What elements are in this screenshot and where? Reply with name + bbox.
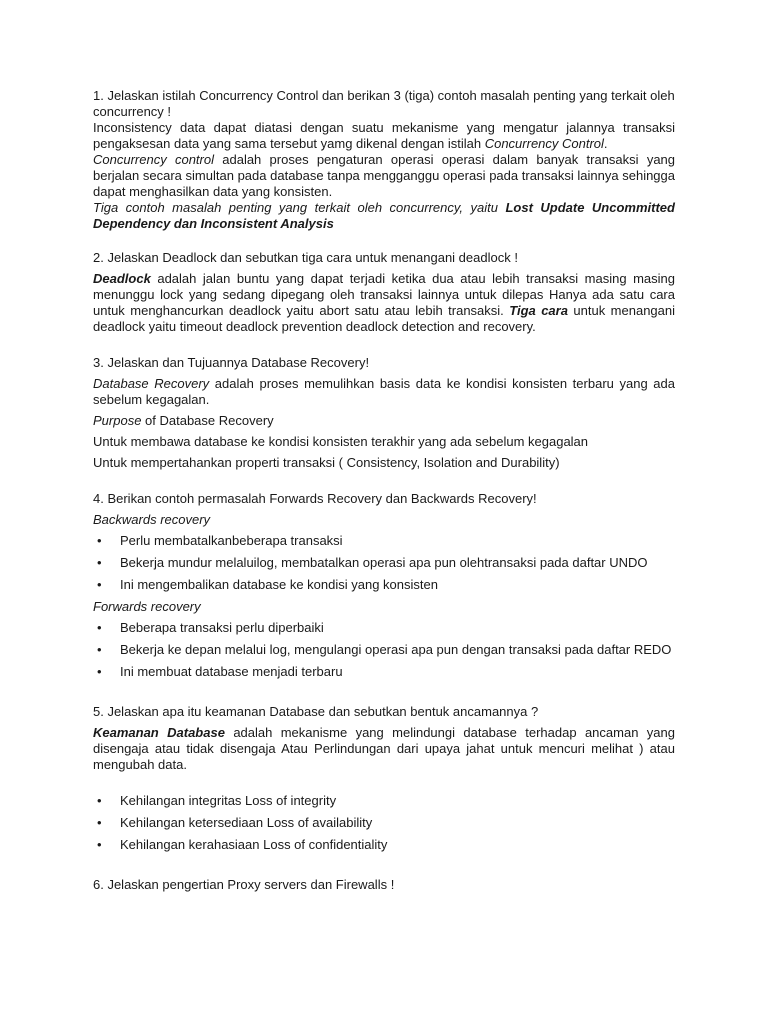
question-6-title: 6. Jelaskan pengertian Proxy servers dan Firewalls !: [93, 877, 395, 892]
question-3-answer: [93, 376, 675, 408]
list-item: • Kehilangan integritas Loss of integrity: [93, 793, 675, 809]
answer-text: adalah mekanisme yang melindungi database terhadap ancaman yang disengaja atau tidak disengaja Atau Perlindungan dari upaya jahat untuk mencuri melihat ) atau mengubah data.: [93, 725, 675, 772]
backwards-recovery-heading: Backwards recovery: [93, 512, 211, 527]
question-1-answer-p2: [93, 152, 675, 200]
question-1-answer-p3: [93, 200, 675, 232]
answer-term: Deadlock: [93, 271, 151, 286]
question-4-title: 4. Berikan contoh permasalah Forwards Recovery dan Backwards Recovery!: [93, 491, 537, 506]
threats-list: [93, 793, 675, 853]
spacer: [93, 471, 675, 491]
question-5-answer: [93, 725, 675, 773]
question-1-answer-p1: [93, 120, 675, 152]
question-3: [93, 355, 675, 471]
answer-strong: Lost Update Uncommitted Dependency dan Inconsistent Analysis: [93, 200, 675, 231]
answer-emphasis: Concurrency Control: [484, 136, 604, 151]
spacer: [93, 335, 675, 355]
question-2-title: 2. Jelaskan Deadlock dan sebutkan tiga cara untuk menangani deadlock !: [93, 250, 518, 265]
spacer: [93, 859, 675, 877]
purpose-term: Purpose: [93, 413, 142, 428]
question-5-title: 5. Jelaskan apa itu keamanan Database dan sebutkan bentuk ancamannya ?: [93, 704, 539, 719]
answer-text: adalah jalan buntu yang dapat terjadi ketika dua atau lebih transaksi masing masing menunggu lock yang sedang dipegang oleh transaksi lainnya untuk dilepas Hanya ada satu cara untuk menghancurkan deadlock yaitu abort satu atau lebih transaksi.: [93, 271, 675, 318]
list-item: • Bekerja mundur melaluilog, membatalkan operasi apa pun olehtransaksi pada daftar UNDO: [93, 555, 675, 571]
answer-text-2: untuk menangani deadlock yaitu timeout deadlock prevention deadlock detection and recovery.: [93, 303, 675, 334]
question-3-title: 3. Jelaskan dan Tujuannya Database Recovery!: [93, 355, 370, 370]
question-3-purpose-line-1: Untuk membawa database ke kondisi konsisten terakhir yang ada sebelum kegagalan: [93, 434, 589, 449]
answer-text: Tiga contoh masalah penting yang terkait oleh concurrency, yaitu: [93, 200, 506, 215]
question-5: [93, 704, 675, 773]
question-3-purpose-line-2: Untuk mempertahankan properti transaksi ( Consistency, Isolation and Durability): [93, 455, 560, 470]
list-item: • Kehilangan ketersediaan Loss of availability: [93, 815, 675, 831]
answer-term: Keamanan Database: [93, 725, 225, 740]
answer-term: Database Recovery: [93, 376, 210, 391]
question-4: [93, 491, 675, 680]
question-3-purpose: [93, 413, 675, 429]
question-1: [93, 88, 675, 232]
question-6: [93, 877, 675, 893]
answer-term-2: Tiga cara: [509, 303, 568, 318]
list-item: • Beberapa transaksi perlu diperbaiki: [93, 620, 675, 636]
answer-term: Concurrency control: [93, 152, 214, 167]
answer-text: Inconsistency data dapat diatasi dengan suatu mekanisme yang mengatur jalannya transaksi pengaksesan data yang sama tersebut yamg dikenal dengan istilah: [93, 120, 675, 151]
list-item: • Perlu membatalkanbeberapa transaksi: [93, 533, 675, 549]
answer-text: adalah proses pengaturan operasi operasi dalam banyak transaksi yang berjalan secara simultan pada database tanpa mengganggu operasi pada transaksi lainnya sehingga dapat menghasilkan data yang konsisten.: [93, 152, 676, 199]
document-content: [93, 88, 675, 893]
spacer: [93, 232, 675, 250]
question-1-title: 1. Jelaskan istilah Concurrency Control dan berikan 3 (tiga) contoh masalah penting yang terkait oleh concurrency !: [93, 88, 675, 119]
answer-text: adalah proses memulihkan basis data ke kondisi konsisten terbaru yang ada sebelum kegagalan.: [93, 376, 675, 407]
forwards-recovery-heading: Forwards recovery: [93, 599, 201, 614]
list-item: • Ini membuat database menjadi terbaru: [93, 664, 675, 680]
spacer: [93, 686, 675, 704]
spacer: [93, 773, 675, 793]
question-2-answer: [93, 271, 675, 335]
forwards-recovery-list: [93, 620, 675, 680]
list-item: • Bekerja ke depan melalui log, mengulangi operasi apa pun dengan transaksi pada daftar REDO: [93, 642, 675, 658]
answer-text-end: .: [603, 136, 608, 151]
list-item: • Kehilangan kerahasiaan Loss of confidentiality: [93, 837, 675, 853]
purpose-text: of Database Recovery: [141, 413, 274, 428]
question-2: [93, 250, 675, 335]
backwards-recovery-list: [93, 533, 675, 593]
list-item: • Ini mengembalikan database ke kondisi yang konsisten: [93, 577, 675, 593]
